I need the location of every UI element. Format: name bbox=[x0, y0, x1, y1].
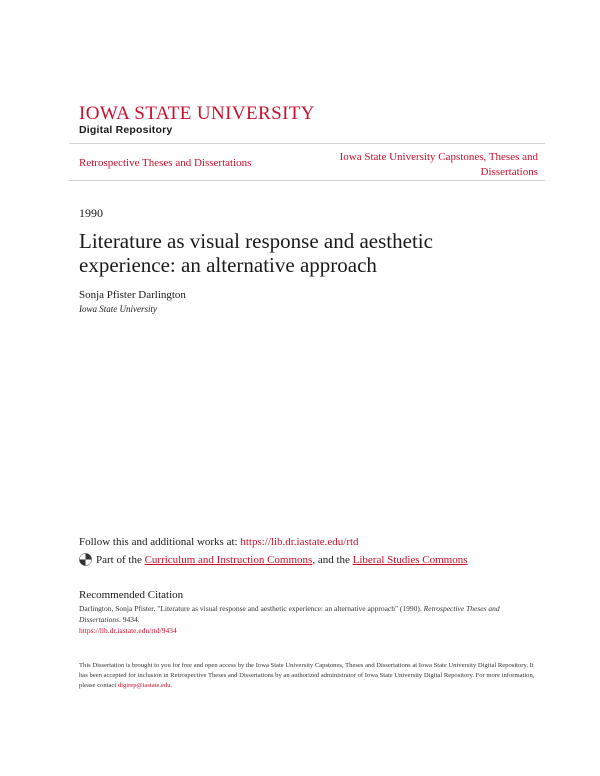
recommended-citation-heading: Recommended Citation bbox=[79, 589, 184, 601]
part-of-prefix: Part of the bbox=[96, 553, 142, 566]
author-name: Sonja Pfister Darlington bbox=[79, 289, 186, 301]
part-of-line bbox=[79, 553, 468, 566]
university-logo[interactable] bbox=[79, 104, 315, 136]
citation-series: Retrospective Theses and Dissertations bbox=[79, 604, 500, 624]
contact-email-link[interactable]: digirep@iastate.edu bbox=[117, 682, 171, 689]
nav-link-retrospective-theses[interactable]: Retrospective Theses and Dissertations bbox=[79, 157, 252, 169]
follow-prefix: Follow this and additional works at: bbox=[79, 536, 241, 548]
citation-number: . 9434. bbox=[119, 615, 140, 624]
follow-url-link[interactable]: https://lib.dr.iastate.edu/rtd bbox=[240, 536, 359, 548]
author-affiliation: Iowa State University bbox=[79, 304, 157, 314]
follow-line bbox=[79, 536, 359, 548]
notice-text: This Dissertation is brought to you for free and open access by the Iowa State University Capstones, Theses and Dissertations at Iowa State University Digital Repository. It has been accepted for inclusion in Retrospective Theses and Dissertations by an authorized administrator of Iowa State University Digital Repository. For more information, please contact bbox=[79, 662, 535, 689]
header-divider-top bbox=[69, 143, 545, 144]
citation-text bbox=[79, 603, 539, 636]
notice-end: . bbox=[170, 682, 173, 689]
publication-year: 1990 bbox=[79, 206, 103, 220]
bepress-network-icon bbox=[79, 553, 92, 566]
paper-title: Literature as visual response and aesthetic experience: an alternative approach bbox=[79, 229, 433, 277]
curriculum-commons-link[interactable]: Curriculum and Instruction Commons bbox=[144, 553, 313, 566]
nav-link-capstones-theses[interactable]: Iowa State University Capstones, Theses and Dissertations bbox=[339, 151, 538, 178]
logo-subtitle: Digital Repository bbox=[79, 124, 173, 136]
logo-wordmark: IOWA STATE UNIVERSITY bbox=[79, 103, 315, 124]
citation-url-link[interactable]: https://lib.dr.iastate.edu/rtd/9434 bbox=[79, 626, 177, 635]
citation-main: Darlington, Sonja Pfister, "Literature as visual response and aesthetic experience: an alternative approach" (1990). bbox=[79, 604, 424, 613]
part-of-middle: , and the bbox=[312, 553, 350, 566]
header-divider-bottom bbox=[69, 180, 545, 181]
access-notice bbox=[79, 661, 539, 691]
liberal-studies-commons-link[interactable]: Liberal Studies Commons bbox=[352, 553, 468, 566]
